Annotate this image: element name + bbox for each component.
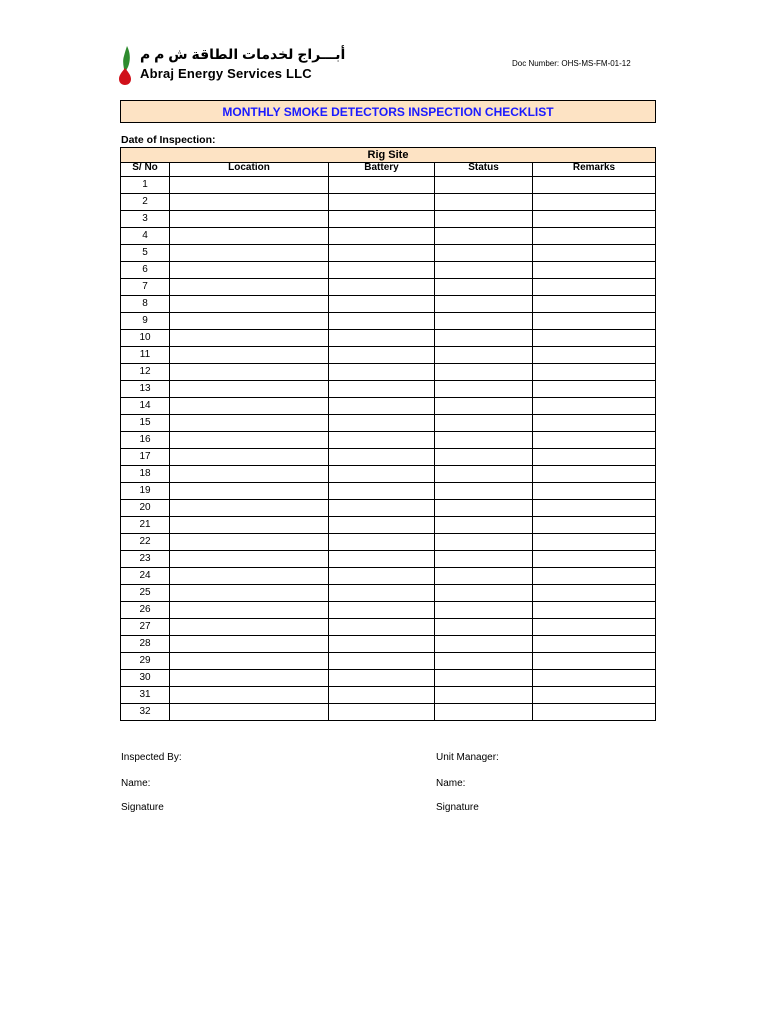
remarks-cell[interactable] <box>533 466 656 483</box>
table-row <box>121 500 656 517</box>
sno-cell: 12 <box>121 364 170 381</box>
table-row <box>121 432 656 449</box>
sno-cell: 30 <box>121 670 170 687</box>
location-cell[interactable] <box>170 483 329 500</box>
sno-cell: 32 <box>121 704 170 721</box>
status-cell[interactable] <box>435 211 533 228</box>
location-cell[interactable] <box>170 347 329 364</box>
sno-cell: 25 <box>121 585 170 602</box>
sno-cell: 4 <box>121 228 170 245</box>
status-cell[interactable] <box>435 194 533 211</box>
status-cell[interactable] <box>435 449 533 466</box>
date-of-inspection-label: Date of Inspection: <box>121 134 216 146</box>
battery-cell[interactable] <box>329 568 435 585</box>
location-cell[interactable] <box>170 551 329 568</box>
table-row <box>121 313 656 330</box>
sno-cell: 2 <box>121 194 170 211</box>
battery-cell[interactable] <box>329 500 435 517</box>
status-cell[interactable] <box>435 602 533 619</box>
battery-cell[interactable] <box>329 415 435 432</box>
table-row <box>121 364 656 381</box>
table-row <box>121 177 656 194</box>
status-cell[interactable] <box>435 704 533 721</box>
battery-cell[interactable] <box>329 262 435 279</box>
remarks-cell[interactable] <box>533 653 656 670</box>
sno-cell: 26 <box>121 602 170 619</box>
remarks-cell[interactable] <box>533 687 656 704</box>
table-row <box>121 245 656 262</box>
sno-cell: 22 <box>121 534 170 551</box>
status-cell[interactable] <box>435 398 533 415</box>
sno-cell: 24 <box>121 568 170 585</box>
inspector-name-label: Name: <box>121 778 151 789</box>
col-header-battery: Battery <box>329 163 435 177</box>
location-cell[interactable] <box>170 517 329 534</box>
unit-manager-label: Unit Manager: <box>436 752 499 763</box>
table-row <box>121 466 656 483</box>
col-header-sno: S/ No <box>121 163 170 177</box>
battery-cell[interactable] <box>329 313 435 330</box>
status-cell[interactable] <box>435 585 533 602</box>
remarks-cell[interactable] <box>533 619 656 636</box>
col-header-remarks: Remarks <box>533 163 656 177</box>
status-cell[interactable] <box>435 466 533 483</box>
table-row <box>121 534 656 551</box>
battery-cell[interactable] <box>329 619 435 636</box>
sno-cell: 16 <box>121 432 170 449</box>
location-cell[interactable] <box>170 177 329 194</box>
col-header-location: Location <box>170 163 329 177</box>
battery-cell[interactable] <box>329 466 435 483</box>
status-cell[interactable] <box>435 262 533 279</box>
abraj-flame-icon <box>118 44 140 86</box>
battery-cell[interactable] <box>329 670 435 687</box>
location-cell[interactable] <box>170 653 329 670</box>
remarks-cell[interactable] <box>533 483 656 500</box>
status-cell[interactable] <box>435 245 533 262</box>
sno-cell: 23 <box>121 551 170 568</box>
location-cell[interactable] <box>170 466 329 483</box>
location-cell[interactable] <box>170 364 329 381</box>
location-cell[interactable] <box>170 296 329 313</box>
table-row <box>121 381 656 398</box>
remarks-cell[interactable] <box>533 449 656 466</box>
location-cell[interactable] <box>170 449 329 466</box>
location-cell[interactable] <box>170 415 329 432</box>
remarks-cell[interactable] <box>533 534 656 551</box>
company-name-arabic: أبـــراج لخدمات الطاقة ش م م <box>140 46 346 62</box>
status-cell[interactable] <box>435 483 533 500</box>
table-row <box>121 194 656 211</box>
company-logo <box>118 44 346 86</box>
status-cell[interactable] <box>435 177 533 194</box>
location-cell[interactable] <box>170 228 329 245</box>
battery-cell[interactable] <box>329 551 435 568</box>
table-row <box>121 551 656 568</box>
sno-cell: 6 <box>121 262 170 279</box>
battery-cell[interactable] <box>329 534 435 551</box>
status-cell[interactable] <box>435 364 533 381</box>
remarks-cell[interactable] <box>533 245 656 262</box>
sno-cell: 28 <box>121 636 170 653</box>
form-title: MONTHLY SMOKE DETECTORS INSPECTION CHECKLIST <box>222 104 554 119</box>
table-row <box>121 670 656 687</box>
remarks-cell[interactable] <box>533 602 656 619</box>
battery-cell[interactable] <box>329 687 435 704</box>
table-row <box>121 619 656 636</box>
table-row <box>121 228 656 245</box>
remarks-cell[interactable] <box>533 415 656 432</box>
sno-cell: 8 <box>121 296 170 313</box>
form-title-box <box>120 100 656 123</box>
status-cell[interactable] <box>435 296 533 313</box>
status-cell[interactable] <box>435 279 533 296</box>
battery-cell[interactable] <box>329 449 435 466</box>
inspector-signature-label: Signature <box>121 802 164 813</box>
manager-name-label: Name: <box>436 778 466 789</box>
sno-cell: 31 <box>121 687 170 704</box>
battery-cell[interactable] <box>329 653 435 670</box>
location-cell[interactable] <box>170 704 329 721</box>
inspected-by-label: Inspected By: <box>121 752 182 763</box>
table-row <box>121 585 656 602</box>
battery-cell[interactable] <box>329 296 435 313</box>
sno-cell: 15 <box>121 415 170 432</box>
table-row <box>121 568 656 585</box>
location-cell[interactable] <box>170 636 329 653</box>
rig-site-row <box>121 148 656 163</box>
remarks-cell[interactable] <box>533 568 656 585</box>
location-cell[interactable] <box>170 194 329 211</box>
status-cell[interactable] <box>435 228 533 245</box>
table-row <box>121 517 656 534</box>
status-cell[interactable] <box>435 432 533 449</box>
location-cell[interactable] <box>170 262 329 279</box>
table-row <box>121 687 656 704</box>
remarks-cell[interactable] <box>533 228 656 245</box>
status-cell[interactable] <box>435 619 533 636</box>
status-cell[interactable] <box>435 687 533 704</box>
location-cell[interactable] <box>170 500 329 517</box>
status-cell[interactable] <box>435 534 533 551</box>
battery-cell[interactable] <box>329 194 435 211</box>
remarks-cell[interactable] <box>533 585 656 602</box>
doc-number: Doc Number: OHS-MS-FM-01-12 <box>512 59 631 68</box>
battery-cell[interactable] <box>329 636 435 653</box>
remarks-cell[interactable] <box>533 704 656 721</box>
remarks-cell[interactable] <box>533 398 656 415</box>
sno-cell: 18 <box>121 466 170 483</box>
remarks-cell[interactable] <box>533 211 656 228</box>
remarks-cell[interactable] <box>533 330 656 347</box>
table-row <box>121 483 656 500</box>
remarks-cell[interactable] <box>533 313 656 330</box>
sno-cell: 9 <box>121 313 170 330</box>
remarks-cell[interactable] <box>533 432 656 449</box>
status-cell[interactable] <box>435 568 533 585</box>
battery-cell[interactable] <box>329 211 435 228</box>
table-row <box>121 449 656 466</box>
location-cell[interactable] <box>170 619 329 636</box>
col-header-status: Status <box>435 163 533 177</box>
remarks-cell[interactable] <box>533 262 656 279</box>
sno-cell: 5 <box>121 245 170 262</box>
sno-cell: 17 <box>121 449 170 466</box>
battery-cell[interactable] <box>329 517 435 534</box>
status-cell[interactable] <box>435 636 533 653</box>
remarks-cell[interactable] <box>533 194 656 211</box>
table-row <box>121 602 656 619</box>
battery-cell[interactable] <box>329 398 435 415</box>
sno-cell: 7 <box>121 279 170 296</box>
sno-cell: 29 <box>121 653 170 670</box>
remarks-cell[interactable] <box>533 347 656 364</box>
location-cell[interactable] <box>170 534 329 551</box>
battery-cell[interactable] <box>329 330 435 347</box>
status-cell[interactable] <box>435 330 533 347</box>
table-row <box>121 704 656 721</box>
location-cell[interactable] <box>170 432 329 449</box>
battery-cell[interactable] <box>329 347 435 364</box>
location-cell[interactable] <box>170 585 329 602</box>
table-row <box>121 415 656 432</box>
battery-cell[interactable] <box>329 364 435 381</box>
battery-cell[interactable] <box>329 245 435 262</box>
rig-site-label: Rig Site <box>121 148 656 163</box>
table-row <box>121 398 656 415</box>
battery-cell[interactable] <box>329 228 435 245</box>
status-cell[interactable] <box>435 670 533 687</box>
status-cell[interactable] <box>435 517 533 534</box>
table-row <box>121 636 656 653</box>
remarks-cell[interactable] <box>533 364 656 381</box>
remarks-cell[interactable] <box>533 636 656 653</box>
table-row <box>121 653 656 670</box>
sno-cell: 19 <box>121 483 170 500</box>
status-cell[interactable] <box>435 381 533 398</box>
status-cell[interactable] <box>435 347 533 364</box>
remarks-cell[interactable] <box>533 517 656 534</box>
sno-cell: 14 <box>121 398 170 415</box>
battery-cell[interactable] <box>329 483 435 500</box>
sno-cell: 10 <box>121 330 170 347</box>
remarks-cell[interactable] <box>533 296 656 313</box>
remarks-cell[interactable] <box>533 279 656 296</box>
remarks-cell[interactable] <box>533 381 656 398</box>
battery-cell[interactable] <box>329 279 435 296</box>
location-cell[interactable] <box>170 602 329 619</box>
remarks-cell[interactable] <box>533 670 656 687</box>
status-cell[interactable] <box>435 415 533 432</box>
sno-cell: 21 <box>121 517 170 534</box>
company-name-english: Abraj Energy Services LLC <box>140 66 312 81</box>
column-header-row <box>121 163 656 177</box>
remarks-cell[interactable] <box>533 500 656 517</box>
battery-cell[interactable] <box>329 704 435 721</box>
location-cell[interactable] <box>170 330 329 347</box>
table-row <box>121 211 656 228</box>
sno-cell: 1 <box>121 177 170 194</box>
location-cell[interactable] <box>170 568 329 585</box>
manager-signature-label: Signature <box>436 802 479 813</box>
location-cell[interactable] <box>170 245 329 262</box>
sno-cell: 3 <box>121 211 170 228</box>
battery-cell[interactable] <box>329 432 435 449</box>
inspection-table <box>120 147 656 721</box>
remarks-cell[interactable] <box>533 177 656 194</box>
location-cell[interactable] <box>170 670 329 687</box>
status-cell[interactable] <box>435 653 533 670</box>
table-row <box>121 347 656 364</box>
status-cell[interactable] <box>435 500 533 517</box>
location-cell[interactable] <box>170 687 329 704</box>
table-row <box>121 262 656 279</box>
table-row <box>121 330 656 347</box>
battery-cell[interactable] <box>329 177 435 194</box>
status-cell[interactable] <box>435 313 533 330</box>
sno-cell: 27 <box>121 619 170 636</box>
sno-cell: 20 <box>121 500 170 517</box>
battery-cell[interactable] <box>329 585 435 602</box>
remarks-cell[interactable] <box>533 551 656 568</box>
sno-cell: 11 <box>121 347 170 364</box>
location-cell[interactable] <box>170 313 329 330</box>
location-cell[interactable] <box>170 279 329 296</box>
location-cell[interactable] <box>170 211 329 228</box>
table-row <box>121 296 656 313</box>
location-cell[interactable] <box>170 381 329 398</box>
status-cell[interactable] <box>435 551 533 568</box>
sno-cell: 13 <box>121 381 170 398</box>
battery-cell[interactable] <box>329 602 435 619</box>
location-cell[interactable] <box>170 398 329 415</box>
battery-cell[interactable] <box>329 381 435 398</box>
table-row <box>121 279 656 296</box>
